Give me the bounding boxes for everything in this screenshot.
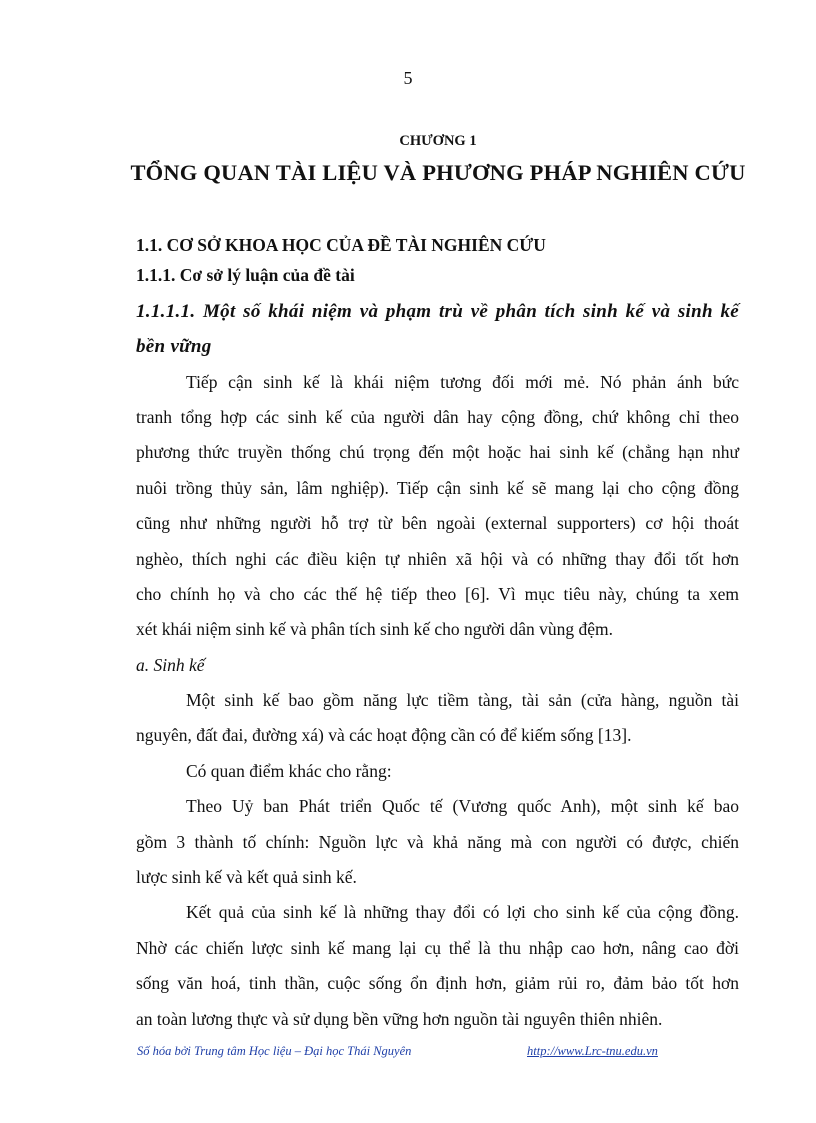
section-heading: 1.1. CƠ SỞ KHOA HỌC CỦA ĐỀ TÀI NGHIÊN CỨU bbox=[136, 235, 546, 255]
paragraph-line: nghèo, thích nghi các điều kiện tự nhiên xã hội và có những thay đổi tốt hơn bbox=[136, 548, 739, 569]
paragraph-line: an toàn lương thực và sử dụng bền vững hơn nguồn tài nguyên thiên nhiên. bbox=[136, 1008, 663, 1029]
paragraph-line: nuôi trồng thủy sản, lâm nghiệp). Tiếp cận sinh kế sẽ mang lại cho cộng đồng bbox=[136, 477, 739, 498]
page-number: 5 bbox=[403, 68, 413, 88]
subsubsection-heading-line: bền vững bbox=[136, 336, 212, 358]
paragraph bbox=[136, 683, 739, 754]
paragraph-line: Nhờ các chiến lược sinh kế mang lại cụ thể là thu nhập cao hơn, nâng cao đời bbox=[136, 937, 739, 958]
chapter-title: TỔNG QUAN TÀI LIỆU VÀ PHƯƠNG PHÁP NGHIÊN CỨU bbox=[130, 160, 746, 185]
footer-link[interactable]: http://www.Lrc-tnu.edu.vn bbox=[527, 1044, 658, 1058]
footer-credit: Số hóa bởi Trung tâm Học liệu – Đại học Thái Nguyên bbox=[137, 1044, 412, 1058]
paragraph-line: tranh tổng hợp các sinh kế của người dân hay cộng đồng, chứ không chỉ theo bbox=[136, 406, 739, 427]
paragraph-line: phương thức truyền thống chú trọng đến một hoặc hai sinh kế (chẳng hạn như bbox=[136, 442, 739, 463]
paragraph-line: lược sinh kế và kết quả sinh kế. bbox=[136, 867, 357, 888]
paragraph bbox=[136, 895, 739, 1037]
paragraph-line: Có quan điểm khác cho rằng: bbox=[186, 760, 392, 781]
paragraph bbox=[136, 365, 739, 648]
paragraph-line: xét khái niệm sinh kế và phân tích sinh kế cho người dân vùng đệm. bbox=[136, 619, 614, 640]
subheading-sinh-ke: a. Sinh kế bbox=[136, 654, 205, 675]
subsection-heading: 1.1.1. Cơ sở lý luận của đề tài bbox=[136, 265, 355, 286]
paragraph-line: Kết quả của sinh kế là những thay đổi có lợi cho sinh kế của cộng đồng. bbox=[186, 902, 739, 923]
paragraph-line: cho chính họ và cho các thế hệ tiếp theo [6]. Vì mục tiêu này, chúng ta xem bbox=[136, 583, 739, 604]
paragraph-line: sống văn hoá, tinh thần, cuộc sống ổn định hơn, giảm rủi ro, đảm bảo tốt hơn bbox=[136, 973, 739, 994]
paragraph-line: nguyên, đất đai, đường xá) và các hoạt động cần có để kiếm sống [13]. bbox=[136, 725, 632, 746]
subsubsection-heading-line: 1.1.1.1. Một số khái niệm và phạm trù về phân tích sinh kế và sinh kế bbox=[136, 300, 739, 322]
paragraph-line: gồm 3 thành tố chính: Nguồn lực và khả năng mà con người có được, chiến bbox=[136, 831, 739, 852]
paragraph-line: Một sinh kế bao gồm năng lực tiềm tàng, tài sản (cửa hàng, nguồn tài bbox=[186, 690, 739, 711]
chapter-label: CHƯƠNG 1 bbox=[399, 133, 477, 149]
document-body bbox=[136, 228, 739, 1037]
paragraph-line: Tiếp cận sinh kế là khái niệm tương đối mới mẻ. Nó phản ánh bức bbox=[186, 371, 739, 392]
paragraph-line: cũng như những người hỗ trợ từ bên ngoài (external supporters) cơ hội thoát bbox=[136, 513, 739, 534]
paragraph bbox=[136, 789, 739, 895]
paragraph-line: Theo Uỷ ban Phát triển Quốc tế (Vương quốc Anh), một sinh kế bao bbox=[186, 796, 739, 817]
